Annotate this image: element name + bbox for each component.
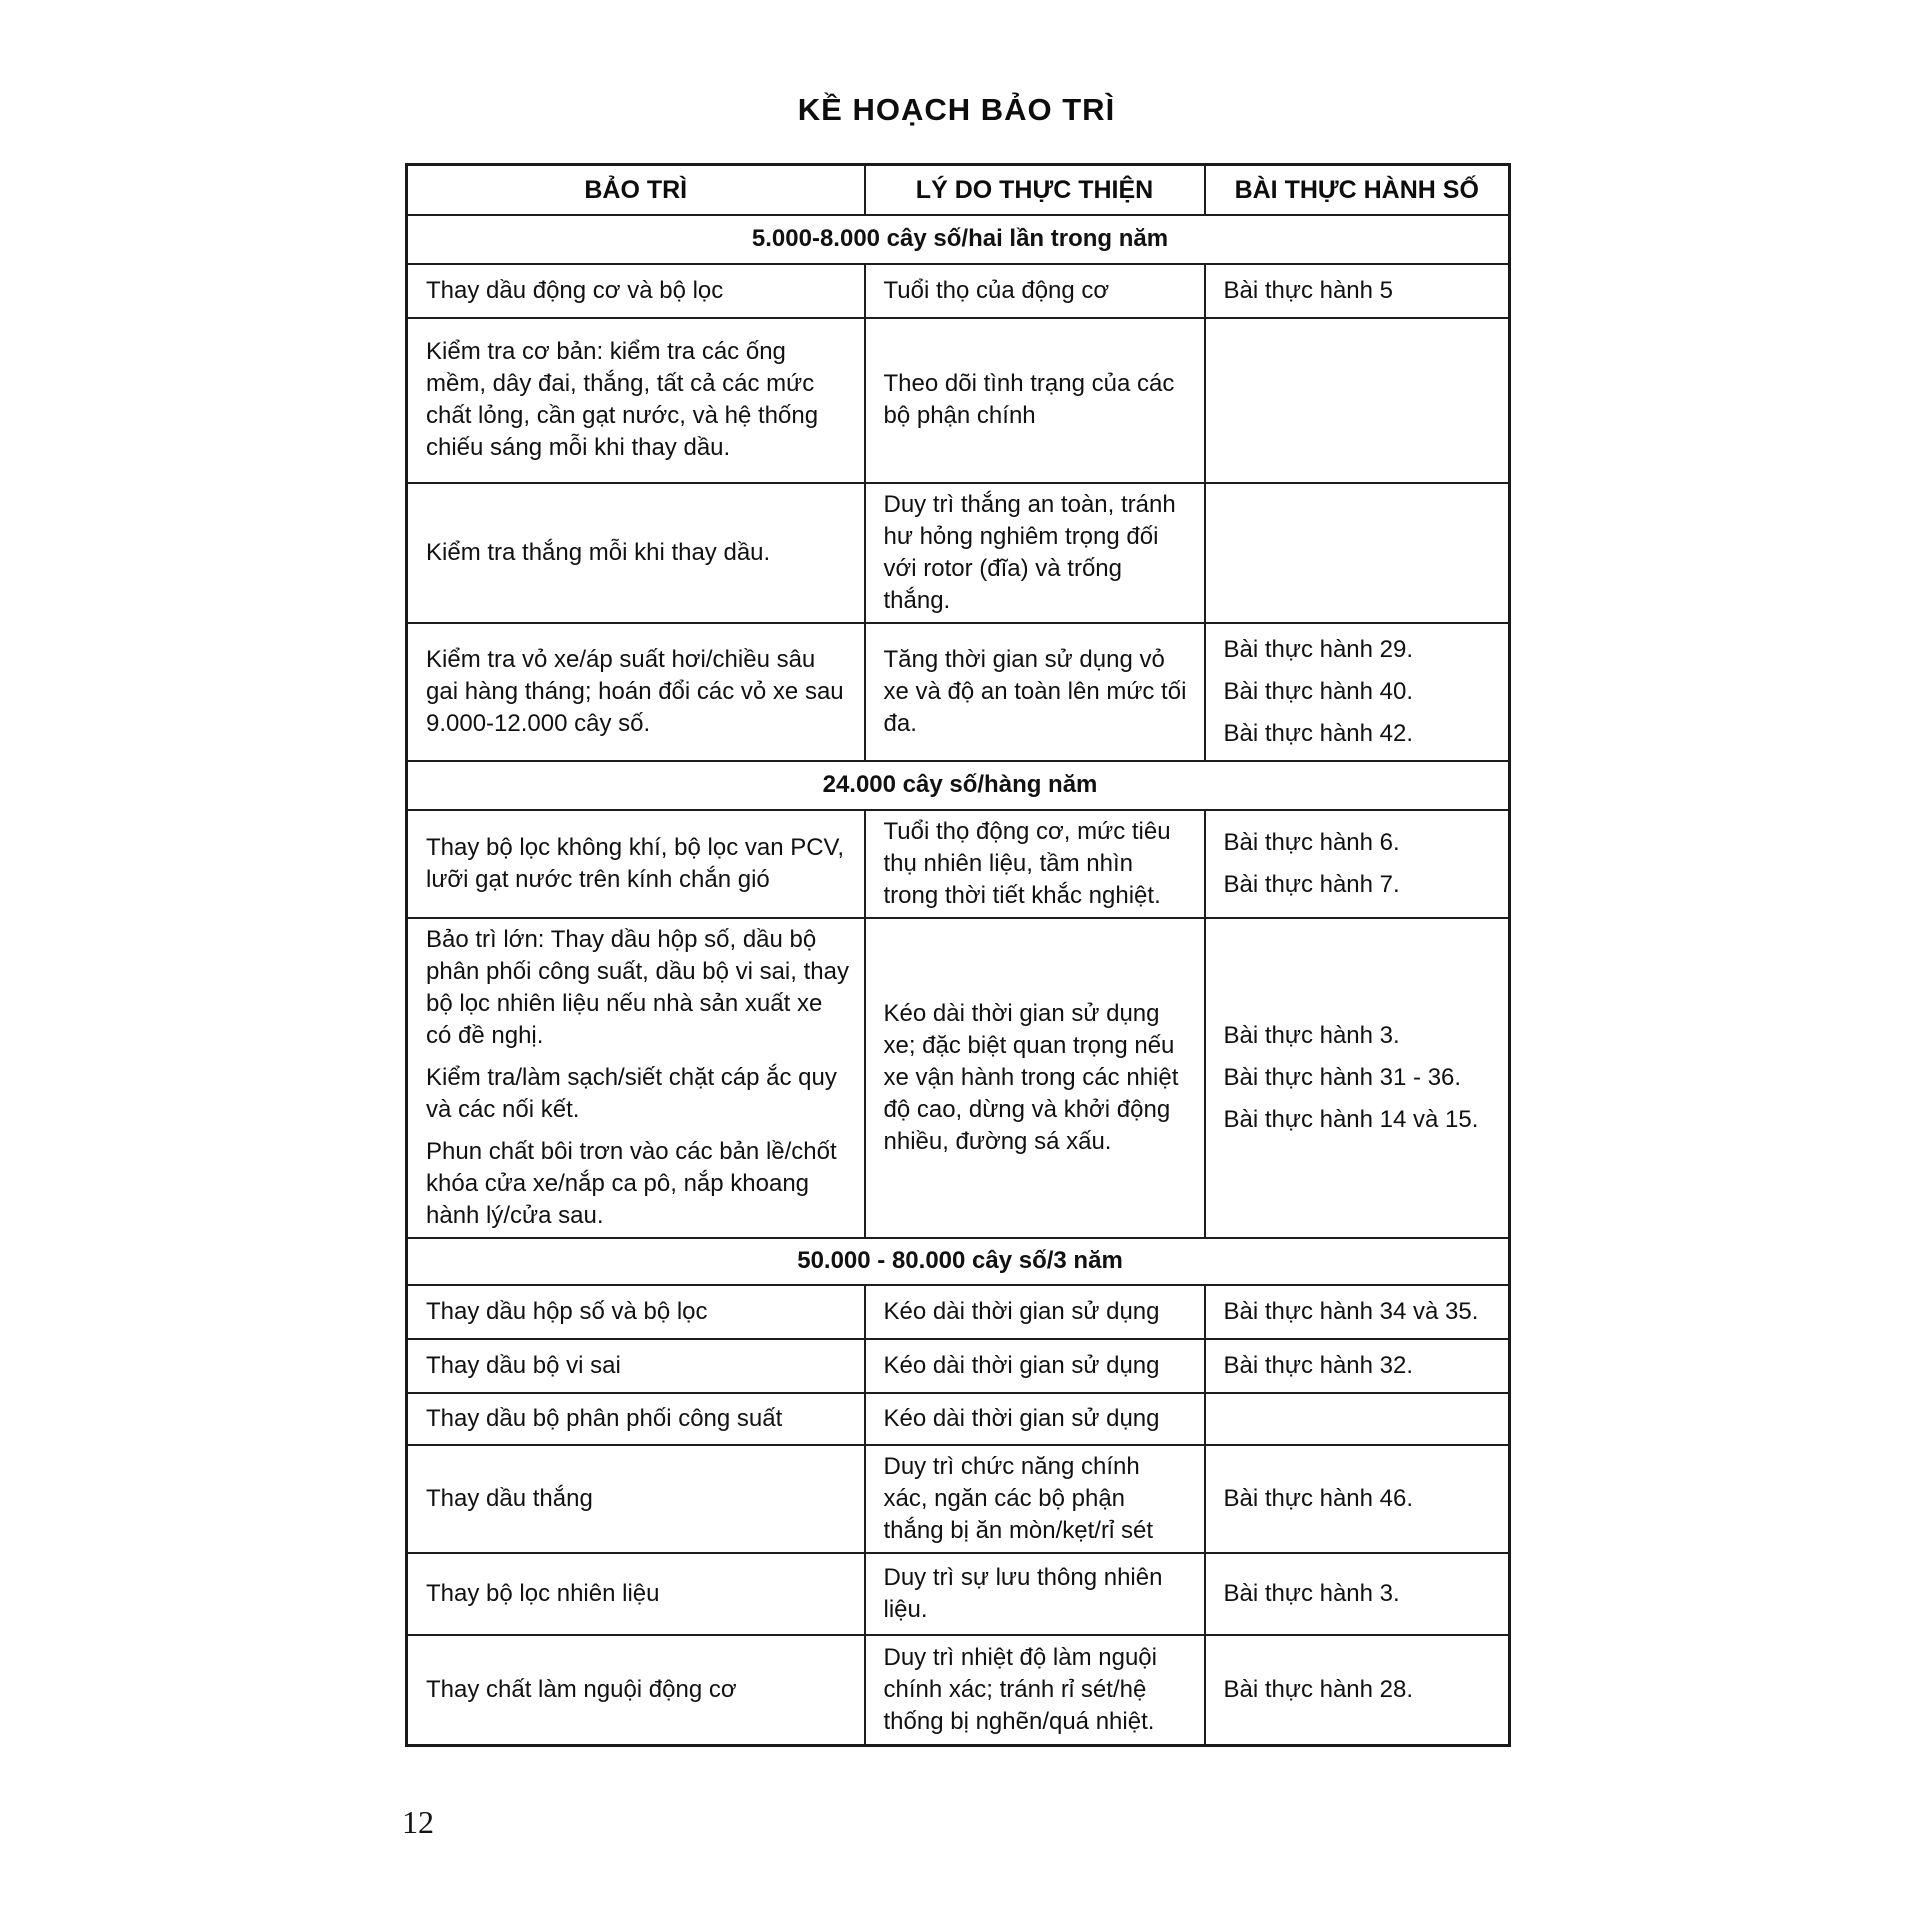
cell-text: Kéo dài thời gian sử dụng — [883, 1297, 1160, 1325]
maintenance-cell — [407, 1339, 865, 1393]
cell-text: Kiểm tra vỏ xe/áp suất hơi/chiều sâu gai hàng tháng; hoán đổi các vỏ xe sau 9.000-12.000 cây số. — [426, 645, 844, 737]
maintenance-cell — [407, 1635, 865, 1746]
cell-text: Thay dầu thắng — [426, 1484, 593, 1512]
maintenance-cell — [407, 1285, 865, 1339]
cell-text: Bài thực hành 42. — [1223, 719, 1414, 747]
cell-text: Bài thực hành 6. — [1223, 828, 1400, 856]
table-row — [407, 1339, 1510, 1393]
lessons-cell — [1205, 318, 1510, 483]
cell-text: Bài thực hành 3. — [1223, 1021, 1400, 1049]
cell-text: Thay dầu động cơ và bộ lọc — [426, 276, 724, 304]
cell-text: Thay dầu bộ vi sai — [426, 1351, 621, 1379]
table-header-row — [407, 165, 1510, 215]
lessons-cell — [1205, 1339, 1510, 1393]
section-label: 5.000-8.000 cây số/hai lần trong năm — [407, 215, 1510, 264]
maintenance-cell — [407, 1445, 865, 1553]
table-row — [407, 1393, 1510, 1445]
maintenance-cell — [407, 318, 865, 483]
reason-cell — [865, 264, 1205, 318]
lessons-cell — [1205, 1553, 1510, 1635]
table-row — [407, 623, 1510, 761]
cell-text: Bài thực hành 34 và 35. — [1223, 1297, 1479, 1325]
cell-text: Theo dõi tình trạng của các bộ phận chính — [883, 370, 1175, 429]
reason-cell — [865, 1339, 1205, 1393]
cell-text: Bảo trì lớn: Thay dầu hộp số, dầu bộ phân phối công suất, dầu bộ vi sai, thay bộ lọc nhiên liệu nếu nhà sản xuất xe có đề nghị. — [426, 925, 849, 1049]
cell-text: Tuổi thọ động cơ, mức tiêu thụ nhiên liệu, tầm nhìn trong thời tiết khắc nghiệt. — [883, 817, 1171, 909]
lessons-cell — [1205, 623, 1510, 761]
column-header-maintenance: BẢO TRÌ — [407, 165, 865, 215]
cell-text: Kiểm tra thắng mỗi khi thay dầu. — [426, 538, 771, 566]
section-header-row — [407, 1238, 1510, 1285]
maintenance-cell — [407, 1393, 865, 1445]
maintenance-cell — [407, 1553, 865, 1635]
cell-text: Tăng thời gian sử dụng vỏ xe và độ an toàn lên mức tối đa. — [883, 645, 1187, 737]
cell-text: Thay bộ lọc không khí, bộ lọc van PCV, lưỡi gạt nước trên kính chắn gió — [426, 833, 845, 893]
cell-text: Bài thực hành 40. — [1223, 677, 1414, 705]
maintenance-cell — [407, 810, 865, 918]
table-row — [407, 1285, 1510, 1339]
table-row — [407, 810, 1510, 918]
cell-text: Bài thực hành 46. — [1223, 1484, 1414, 1512]
table-row — [407, 918, 1510, 1238]
cell-text: Bài thực hành 29. — [1223, 635, 1414, 663]
cell-text: Duy trì nhiệt độ làm nguội chính xác; tránh rỉ sét/hệ thống bị nghẽn/quá nhiệt. — [883, 1643, 1157, 1735]
cell-text: Bài thực hành 28. — [1223, 1675, 1414, 1703]
lessons-cell — [1205, 1393, 1510, 1445]
column-header-lesson-number: BÀI THỰC HÀNH SỐ — [1205, 165, 1510, 215]
cell-text: Kiểm tra/làm sạch/siết chặt cáp ắc quy và các nối kết. — [426, 1063, 837, 1123]
maintenance-cell — [407, 483, 865, 623]
reason-cell — [865, 483, 1205, 623]
table-row — [407, 264, 1510, 318]
reason-cell — [865, 318, 1205, 483]
maintenance-schedule-table — [405, 163, 1511, 1747]
table-row — [407, 1635, 1510, 1746]
maintenance-cell — [407, 264, 865, 318]
cell-text: Bài thực hành 7. — [1223, 870, 1400, 898]
section-label: 50.000 - 80.000 cây số/3 năm — [407, 1238, 1510, 1285]
page-number: 12 — [402, 1804, 434, 1840]
page-title: KỀ HOẠCH BẢO TRÌ — [797, 92, 1116, 127]
cell-text: Bài thực hành 31 - 36. — [1223, 1063, 1462, 1091]
cell-text: Duy trì chức năng chính xác, ngăn các bộ phận thắng bị ăn mòn/kẹt/rỉ sét — [883, 1452, 1153, 1544]
cell-text: Bài thực hành 5 — [1223, 276, 1394, 304]
cell-text: Kéo dài thời gian sử dụng — [883, 1351, 1160, 1379]
cell-text: Kéo dài thời gian sử dụng — [883, 1404, 1160, 1432]
cell-text: Tuổi thọ của động cơ — [883, 276, 1110, 304]
reason-cell — [865, 1285, 1205, 1339]
cell-text: Kiểm tra cơ bản: kiểm tra các ống mềm, dây đai, thắng, tất cả các mức chất lỏng, cần gạt nước, và hệ thống chiếu sáng mỗi khi thay dầu. — [426, 338, 819, 461]
cell-text: Thay bộ lọc nhiên liệu — [426, 1579, 660, 1607]
lessons-cell — [1205, 483, 1510, 623]
reason-cell — [865, 810, 1205, 918]
reason-cell — [865, 623, 1205, 761]
section-label: 24.000 cây số/hàng năm — [407, 761, 1510, 810]
cell-text: Phun chất bôi trơn vào các bản lề/chốt khóa cửa xe/nắp ca pô, nắp khoang hành lý/cửa sau. — [426, 1137, 837, 1229]
lessons-cell — [1205, 810, 1510, 918]
cell-text: Bài thực hành 3. — [1223, 1579, 1400, 1607]
section-header-row — [407, 761, 1510, 810]
lessons-cell — [1205, 1285, 1510, 1339]
table-row — [407, 483, 1510, 623]
reason-cell — [865, 918, 1205, 1238]
cell-text: Kéo dài thời gian sử dụng xe; đặc biệt quan trọng nếu xe vận hành trong các nhiệt độ cao, dừng và khởi động nhiều, đường sá xấu. — [883, 999, 1179, 1155]
lessons-cell — [1205, 264, 1510, 318]
cell-text: Thay chất làm nguội động cơ — [426, 1675, 737, 1703]
cell-text: Duy trì sự lưu thông nhiên liệu. — [883, 1563, 1163, 1623]
reason-cell — [865, 1393, 1205, 1445]
section-header-row — [407, 215, 1510, 264]
table-row — [407, 318, 1510, 483]
cell-text: Bài thực hành 32. — [1223, 1351, 1414, 1379]
reason-cell — [865, 1553, 1205, 1635]
lessons-cell — [1205, 918, 1510, 1238]
cell-text: Thay dầu hộp số và bộ lọc — [426, 1297, 708, 1325]
lessons-cell — [1205, 1635, 1510, 1746]
maintenance-cell — [407, 623, 865, 761]
maintenance-cell — [407, 918, 865, 1238]
column-header-reason: LÝ DO THỰC THIỆN — [865, 165, 1205, 215]
cell-text: Duy trì thắng an toàn, tránh hư hỏng nghiêm trọng đối với rotor (đĩa) và trống thắng. — [883, 490, 1176, 614]
reason-cell — [865, 1635, 1205, 1746]
table-row — [407, 1553, 1510, 1635]
cell-text: Bài thực hành 14 và 15. — [1223, 1105, 1479, 1133]
table-row — [407, 1445, 1510, 1553]
cell-text: Thay dầu bộ phân phối công suất — [426, 1404, 783, 1432]
reason-cell — [865, 1445, 1205, 1553]
lessons-cell — [1205, 1445, 1510, 1553]
